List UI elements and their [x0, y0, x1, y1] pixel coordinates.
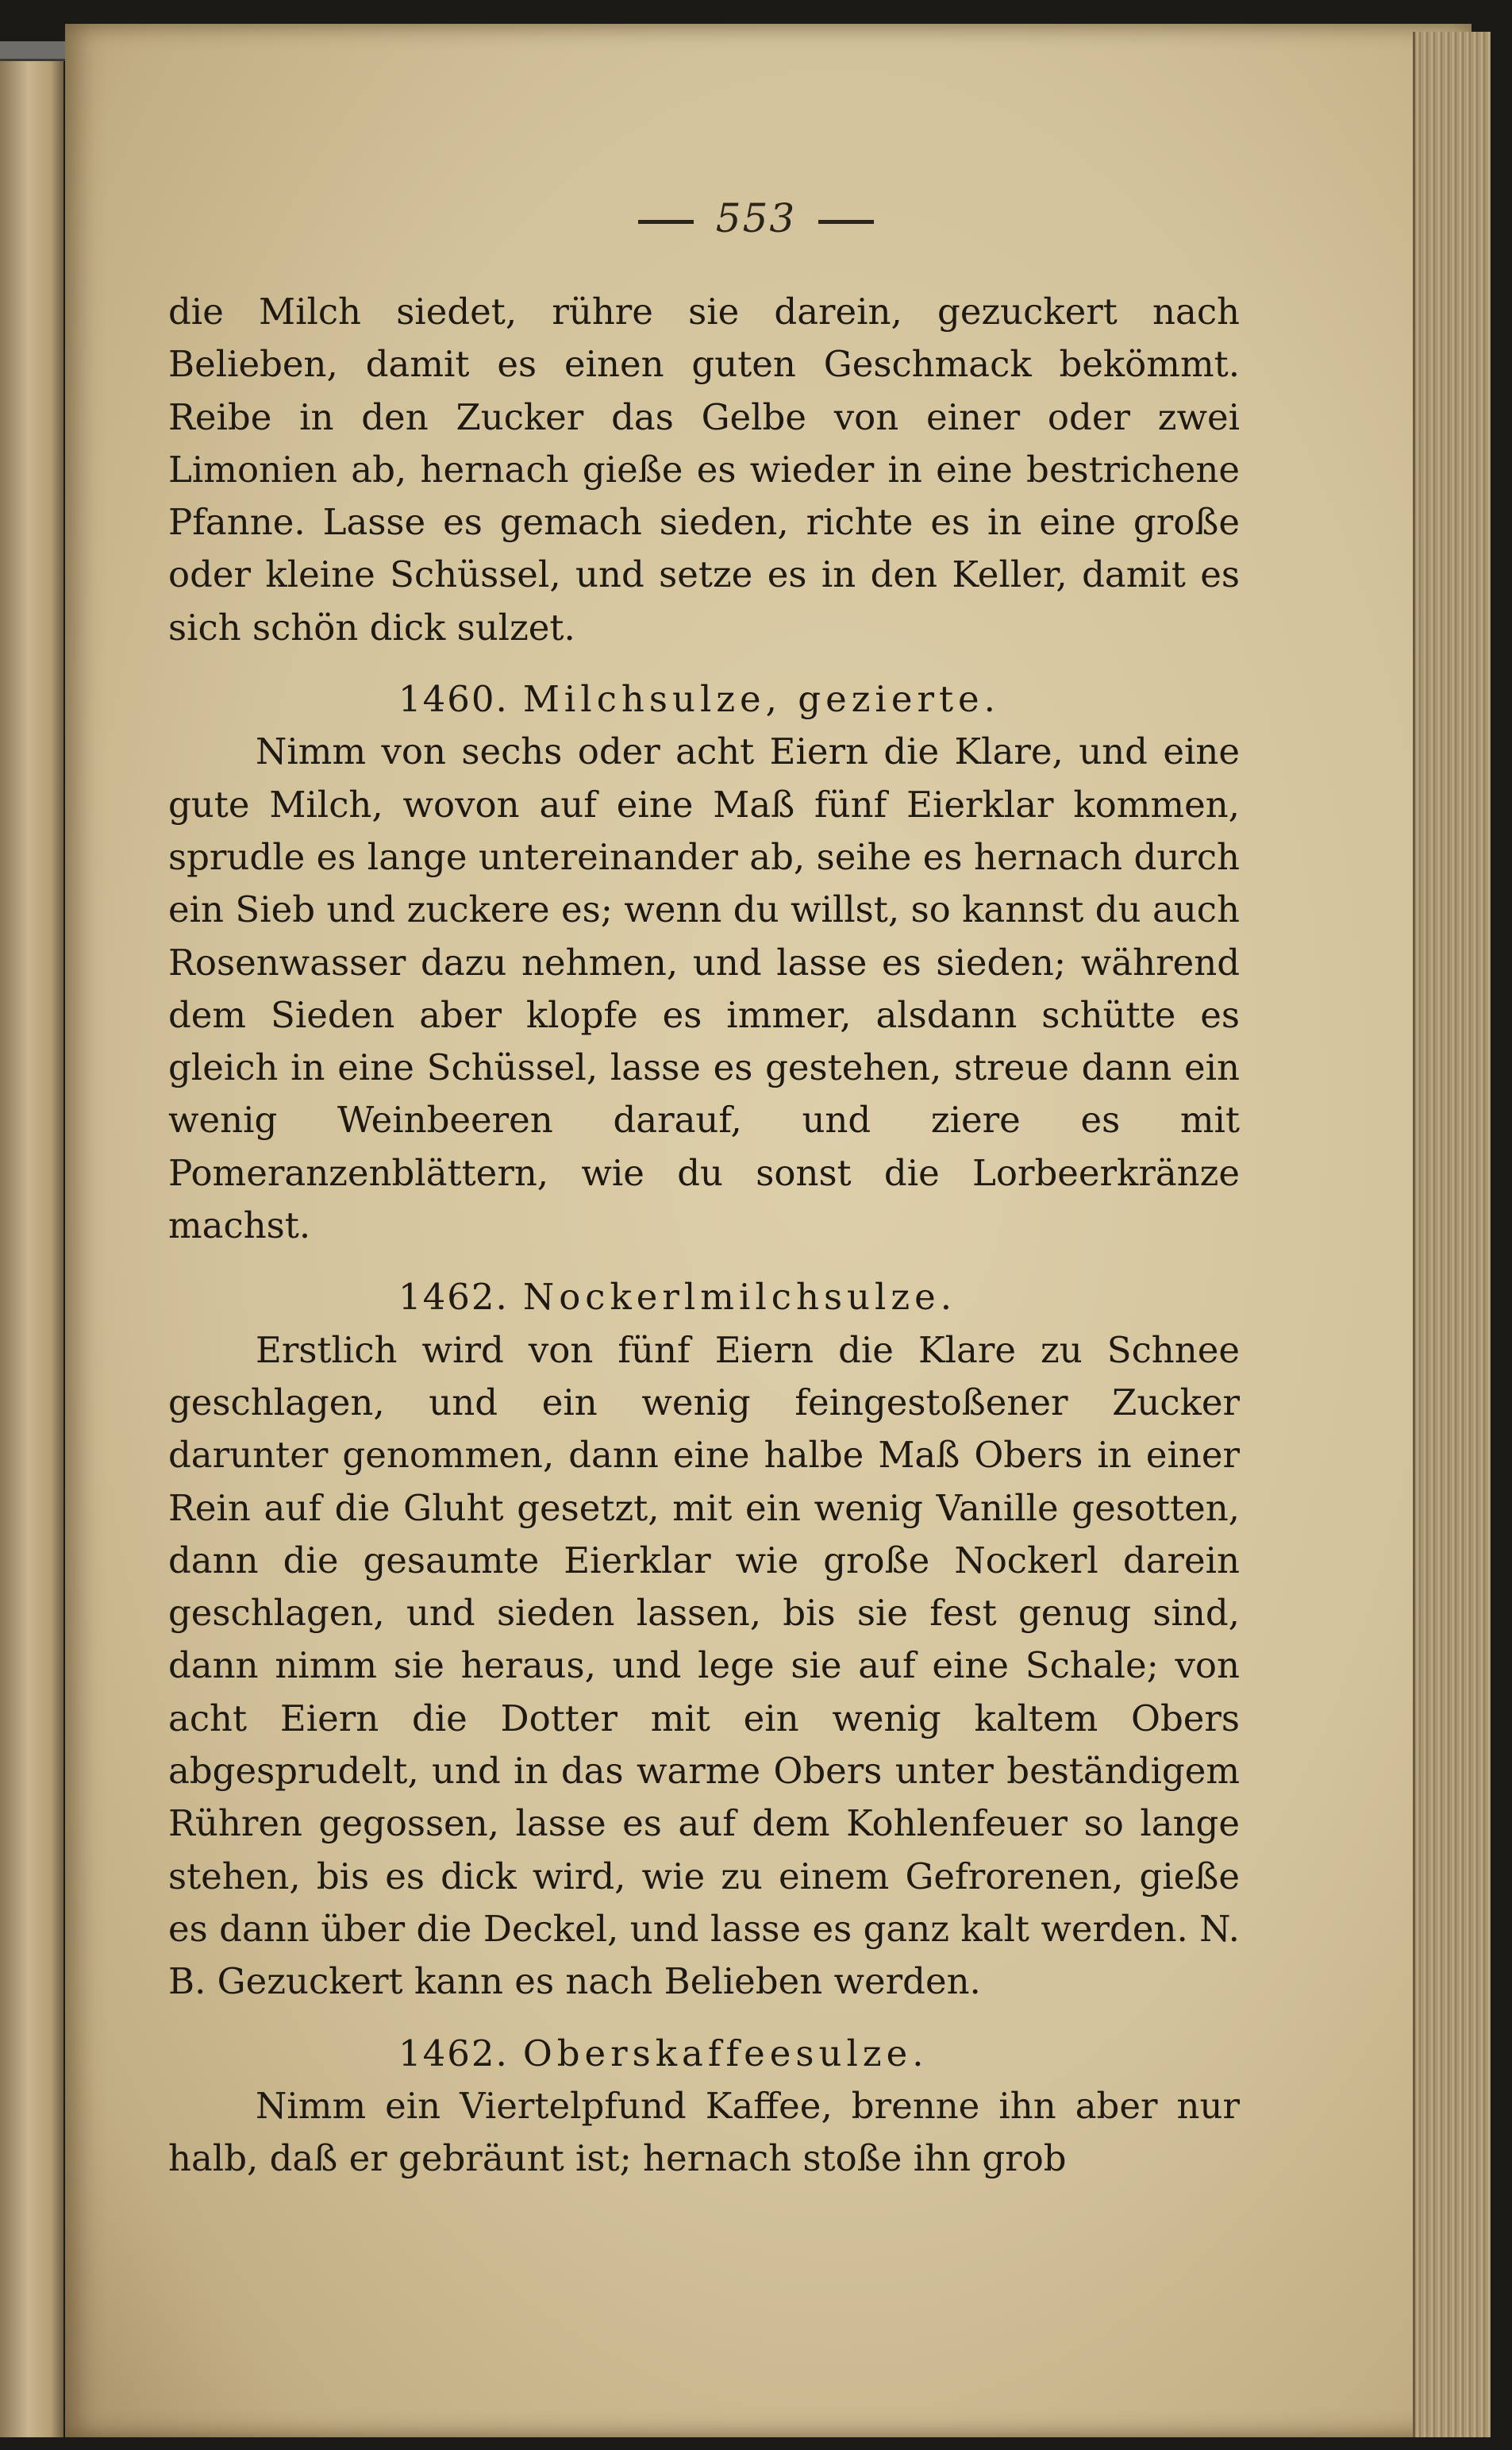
recipe-number: 1462.: [398, 2032, 509, 2074]
header-dash-left: [638, 220, 694, 224]
recipe-title: Oberskaffeesulze.: [522, 2032, 929, 2074]
recipe-number: 1460.: [398, 678, 509, 721]
intro-paragraph: die Milch siedet, rühre sie darein, gezuckert nach Belieben, damit es einen guten Geschmack bekömmt. Reibe in den Zucker das Gelbe von einer oder zwei Limonien ab, hernach gieße es wieder in eine bestrichene Pfanne. Lasse es gemach sieden, richte es in eine große oder kleine Schüssel, und setze es in den Keller, damit es sich schön dick sulzet.: [168, 291, 1240, 649]
recipe-heading-oberskaffee: [168, 2028, 1240, 2080]
recipe-body-oberskaffee: Nimm ein Viertelpfund Kaffee, brenne ihn aber nur halb, daß er gebräunt ist; hernach stoße ihn grob: [168, 2084, 1240, 2180]
recipe-heading-nockerl: [168, 1271, 1240, 1323]
page-number: 553: [715, 195, 797, 241]
recipe-number: 1462.: [398, 1276, 509, 1319]
facing-page-edge: [0, 48, 63, 2437]
page-header: [0, 195, 1512, 241]
recipe-body-milchsulze: Nimm von sechs oder acht Eiern die Klare, und eine gute Milch, wovon auf eine Maß fünf Eierklar kommen, sprudle es lange untereinander ab, seihe es hernach durch ein Sieb und zuckere es; wenn du willst, so kannst du auch Rosenwasser dazu nehmen, und lasse es sieden; während dem Sieden aber klopfe es immer, alsdann schütte es gleich in eine Schüssel, lasse es gestehen, streue dann ein wenig Weinbeeren darauf, und ziere es mit Pomeranzenblättern, wie du sonst die Lorbeerkränze machst.: [168, 730, 1240, 1247]
recipe-title: Milchsulze, gezierte.: [522, 678, 1000, 721]
page-stack-edge: [1413, 32, 1491, 2437]
recipe-body-nockerl: Erstlich wird von fünf Eiern die Klare zu Schnee geschlagen, und ein wenig feingestoßener Zucker darunter genommen, dann eine halbe Maß Obers in einer Rein auf die Gluht gesetzt, mit ein wenig Vanille gesotten, dann die gesaumte Eierklar wie große Nockerl darein geschlagen, und sieden lassen, bis sie fest genug sind, dann nimm sie heraus, und lege sie auf eine Schale; von acht Eiern die Dotter mit ein wenig kaltem Obers abgesprudelt, und in das warme Obers unter beständigem Rühren gegossen, lasse es auf dem Kohlenfeuer so lange stehen, bis es dick wird, wie zu einem Gefrorenen, gieße es dann über die Deckel, und lasse es ganz kalt werden. N. B. Gezuckert kann es nach Belieben werden.: [168, 1328, 1240, 2003]
header-dash-right: [818, 220, 874, 224]
bookmark-strip: [0, 41, 73, 61]
recipe-heading-1460: [168, 673, 1240, 726]
page-body: [168, 286, 1240, 2185]
recipe-title: Nockerlmilchsulze.: [522, 1276, 957, 1319]
